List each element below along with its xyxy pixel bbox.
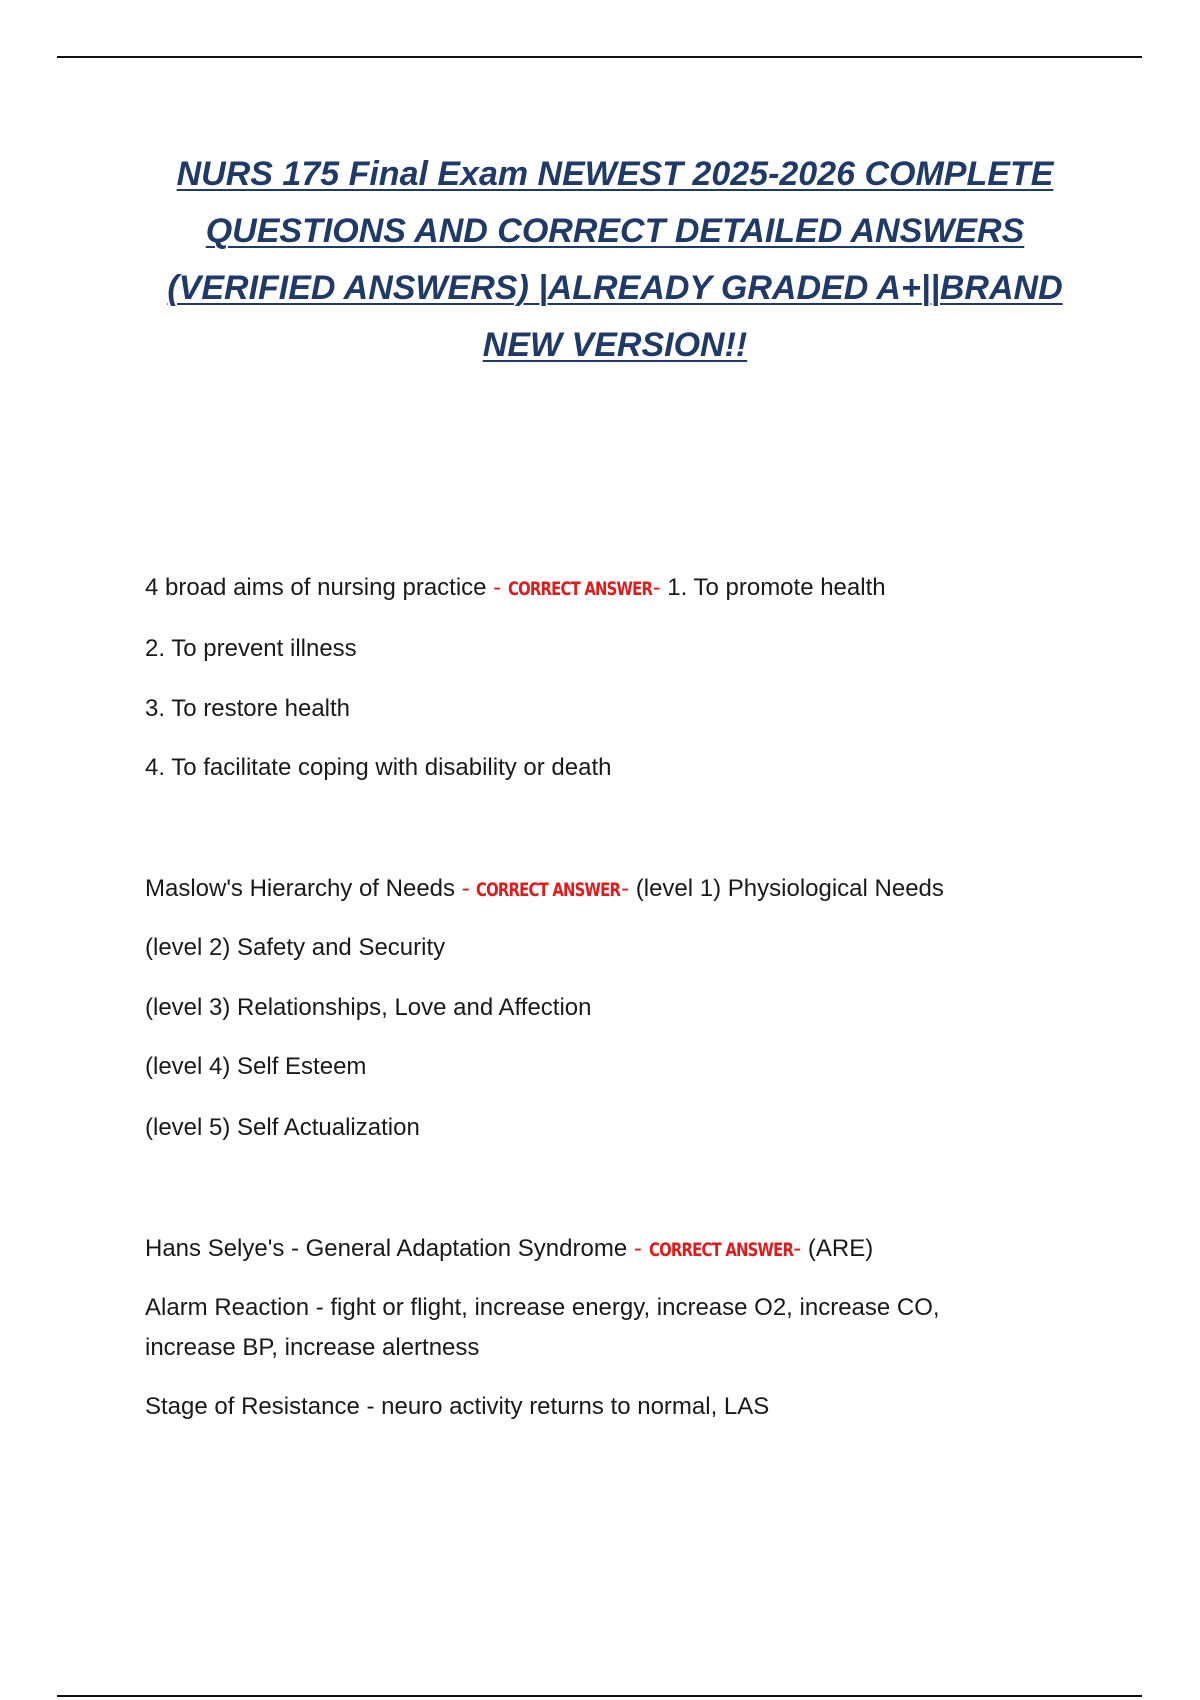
- qa-1-answer-marker: CORRECT ANSWER: [507, 578, 652, 600]
- qa-2-question-line: Maslow's Hierarchy of Needs - CORRECT ANSWER- (level 1) Physiological Needs: [145, 874, 944, 905]
- document-title: [120, 146, 1110, 374]
- qa-1-question: 4 broad aims of nursing practice: [145, 574, 487, 601]
- qa-2-answer-marker: CORRECT ANSWER: [476, 879, 621, 901]
- bottom-rule: [57, 1695, 1142, 1697]
- qa-1-answer-first: 1. To promote health: [667, 574, 886, 601]
- qa-2-line-2: (level 2) Safety and Security: [145, 934, 446, 961]
- qa-3-question: Hans Selye's - General Adaptation Syndrome: [145, 1235, 628, 1262]
- qa-3-answer-marker: CORRECT ANSWER: [648, 1239, 793, 1261]
- qa-1-line-4: 4. To facilitate coping with disability or death: [145, 754, 612, 781]
- title-line-2: QUESTIONS AND CORRECT DETAILED ANSWERS: [205, 212, 1025, 250]
- qa-1-line-2: 2. To prevent illness: [145, 635, 357, 662]
- qa-2-question: Maslow's Hierarchy of Needs: [145, 875, 456, 902]
- qa-3-question-line: Hans Selye's - General Adaptation Syndrome - CORRECT ANSWER- (ARE): [145, 1234, 873, 1265]
- qa-3-line-2: Alarm Reaction - fight or flight, increase energy, increase O2, increase CO, increase BP, increase alertness: [145, 1294, 940, 1361]
- qa-2-answer-first: (level 1) Physiological Needs: [635, 875, 944, 902]
- qa-1-question-line: 4 broad aims of nursing practice - CORRECT ANSWER- 1. To promote health: [145, 573, 886, 604]
- qa-1-line-3: 3. To restore health: [145, 695, 351, 722]
- qa-3-line-3: Stage of Resistance - neuro activity returns to normal, LAS: [145, 1393, 770, 1420]
- title-line-4: NEW VERSION!!: [482, 326, 748, 364]
- qa-2-line-4: (level 4) Self Esteem: [145, 1053, 367, 1080]
- qa-2-line-5: (level 5) Self Actualization: [145, 1114, 420, 1141]
- qa-2-line-3: (level 3) Relationships, Love and Affection: [145, 994, 592, 1021]
- title-line-3: (VERIFIED ANSWERS) |ALREADY GRADED A+||BRAND: [167, 269, 1063, 307]
- top-rule: [57, 56, 1142, 58]
- title-line-1: NURS 175 Final Exam NEWEST 2025-2026 COMPLETE: [176, 155, 1054, 193]
- qa-3-answer-first: (ARE): [807, 1235, 874, 1262]
